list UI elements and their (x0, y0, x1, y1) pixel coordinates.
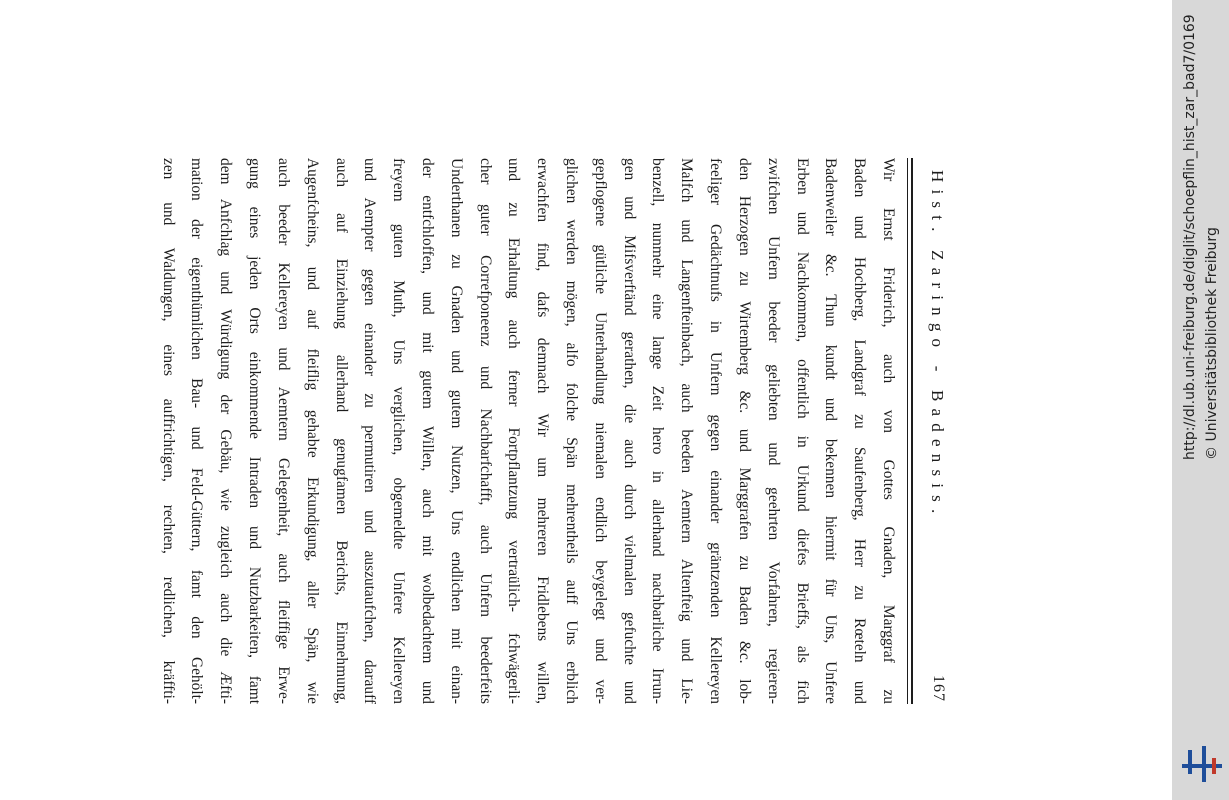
text-line: gung eines jeden Orts einkommende Intraden und Nutzbarkeiten, famt (246, 158, 264, 704)
text-line: mation der eigenthümlichen Bau- und Feld-Güttern, famt den Gehölt- (188, 158, 206, 704)
text-line: gepflogene gütliche Unterhandlung niemalen endlich beygelegt und ver- (591, 158, 609, 704)
text-line: dem Anfchlag und Würdigung der Gebäu, wie zugleich auch die Æfti- (217, 158, 235, 704)
header-rule-thin (907, 158, 908, 704)
text-line: freyem guten Muth, Uns verglichen, obgemeldte Unfere Kellereyen (390, 158, 408, 704)
text-line: Malfch und Langenfteinbach, auch beeden Aemtern Altenfteig und Lie- (678, 158, 696, 704)
text-line: der entfchloffen, und mit gutem Willen, auch mit wolbedachtem und (419, 158, 436, 704)
copyright-notice: © Universitätsbibliothek Freiburg (1204, 227, 1220, 460)
header-rule-thick (911, 158, 913, 704)
sidebar-info (1172, 0, 1229, 800)
text-line: und Aempter gegen einander zu permutiren und auszutaufchen, darauff (361, 158, 379, 704)
text-line: den Herzogen zu Wirtemberg &c. und Marggrafen zu Baden &c. lob- (735, 158, 753, 704)
text-line: zwifchen Unfern beeder geliebten und geehrten Vorfahren, regieren- (764, 158, 782, 704)
text-line: feeliger Gedächtnufs in Unfern gegen einander gräntzenden Kellereyen (707, 158, 725, 704)
text-line: auch beeder Kellereyen und Aemtern Gelegenheit, auch fleiffige Erwe- (274, 158, 292, 704)
logo-bar-left (1188, 750, 1192, 774)
text-line: zen und Waldungen, eines auffrichtigen, rechten, redlichen, kräffti- (159, 158, 177, 704)
text-line: erwachfen find, dafs demnach Wir um mehreren Fridlebens willen, (534, 158, 552, 704)
header-title: Hist. Zaringo - Badensis. (928, 170, 947, 521)
page-number: 167 (930, 675, 947, 702)
text-line: Erben und Nachkommen, offentlich in Urkund diefes Brieffs, als fich (793, 158, 811, 704)
text-line: Augenfcheins, und auf fleiflig gehabte Erkundigung, aller Spän, wie (303, 158, 321, 704)
text-line: Badenweiler &c. Thun kundt und bekennen hiermit für Uns, Unfere (822, 158, 840, 704)
library-sidebar (1172, 0, 1229, 800)
text-line: benzell, nunmehr eine lange Zeit hero in allerhand nachbarliche Irrun- (649, 158, 667, 704)
book-page (159, 158, 947, 704)
text-line: und zu Erhaltung auch ferner Fortpflantzung vertraülich- fchwägerli- (505, 158, 523, 704)
text-line: glichen werden mögen, alfo folche Spän mehrentheils auff Uns erblich (563, 158, 581, 704)
logo-bar-right (1212, 758, 1216, 774)
text-line: cher guter Correfponeenz und Nachbarfchafft, auch Unfern beederfeits (476, 158, 494, 704)
ub-freiburg-logo-icon (1180, 744, 1224, 784)
text-line: Wir Ernst Friderich, auch von Gottes Gnaden, Marggraf zu (880, 158, 897, 704)
logo-bar-center (1202, 746, 1206, 782)
text-line: auch auf Einziehung allerhand genugfamen Berichts, Einnehmung, (332, 158, 350, 704)
text-line: Baden und Hochberg, Landgraf zu Saufenberg, Herr zu Rœteln und (851, 158, 869, 704)
text-line: Underthanen zu Gnaden und gutem Nutzen, Uns endlichen mit einan- (447, 158, 465, 704)
permalink-url[interactable]: http://dl.ub.uni-freiburg.de/diglit/schoepflin_hist_zar_bad7/0169 (1182, 14, 1198, 460)
running-header (925, 158, 947, 704)
text-line: gen und Mifsverftänd gerathen, die auch durch vielmalen gefuchte und (620, 158, 638, 704)
body-text (153, 158, 902, 704)
